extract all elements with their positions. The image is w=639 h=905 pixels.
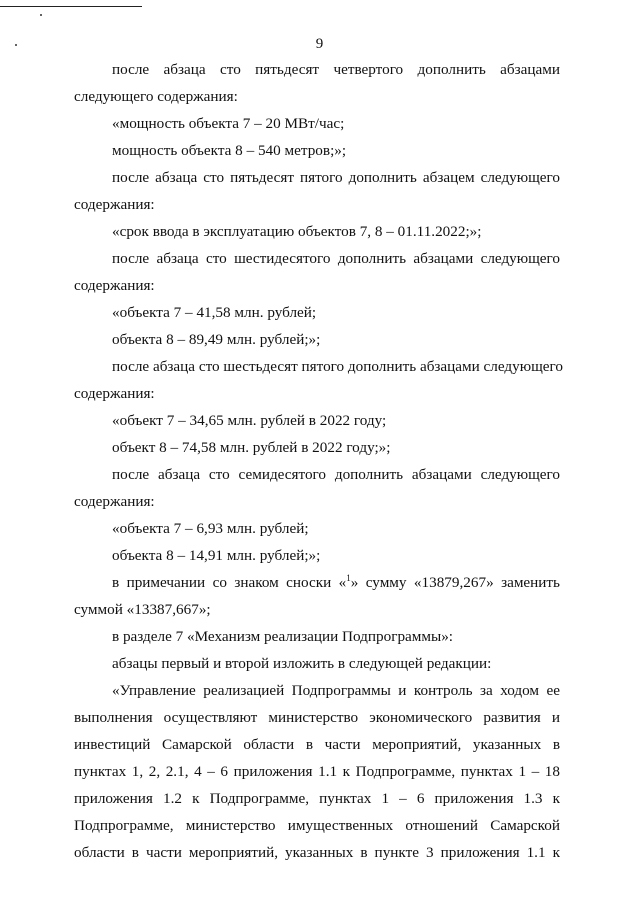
- scan-edge-line: [0, 6, 142, 7]
- text-line: «объекта 7 – 41,58 млн. рублей;: [112, 304, 317, 321]
- text-line: после абзаца сто шестидесятого дополнить абзацами следующего: [112, 250, 560, 267]
- text-line: после абзаца сто шестьдесят пятого дополнить абзацами следующего: [112, 358, 563, 375]
- text-line-footnote: [112, 573, 560, 593]
- text-line: «срок ввода в эксплуатацию объектов 7, 8 – 01.11.2022;»;: [112, 223, 482, 240]
- text-segment: » сумму «13879,267» заменить: [350, 574, 560, 591]
- text-line: инвестиций Самарской области в части мероприятий, указанных в: [74, 736, 560, 753]
- text-line: приложения 1.2 к Подпрограмме, пунктах 1 – 6 приложения 1.3 к: [74, 790, 560, 807]
- scan-speck: [40, 14, 42, 16]
- text-line: содержания:: [74, 277, 155, 294]
- text-line: «объекта 7 – 6,93 млн. рублей;: [112, 520, 309, 537]
- text-line: мощность объекта 8 – 540 метров;»;: [112, 142, 347, 159]
- text-line: содержания:: [74, 385, 155, 402]
- text-line: после абзаца сто семидесятого дополнить абзацами следующего: [112, 466, 560, 483]
- page-number: 9: [315, 36, 324, 52]
- text-line: объекта 8 – 89,49 млн. рублей;»;: [112, 331, 321, 348]
- text-line: Подпрограмме, министерство имущественных отношений Самарской: [74, 817, 560, 834]
- text-line: суммой «13387,667»;: [74, 601, 211, 618]
- footnote-mark: 1: [346, 573, 351, 583]
- text-line: выполнения осуществляют министерство экономического развития и: [74, 709, 560, 726]
- text-line: содержания:: [74, 493, 155, 510]
- text-line: объект 8 – 74,58 млн. рублей в 2022 году;»;: [112, 439, 391, 456]
- text-line: «объект 7 – 34,65 млн. рублей в 2022 году;: [112, 412, 387, 429]
- text-line: «мощность объекта 7 – 20 МВт/час;: [112, 115, 345, 132]
- text-line: пунктах 1, 2, 2.1, 4 – 6 приложения 1.1 к Подпрограмме, пунктах 1 – 18: [74, 763, 560, 780]
- text-line: в разделе 7 «Механизм реализации Подпрограммы»:: [112, 628, 454, 645]
- text-line: абзацы первый и второй изложить в следующей редакции:: [112, 655, 492, 672]
- text-line: после абзаца сто пятьдесят пятого дополнить абзацем следующего: [112, 169, 560, 186]
- text-line: «Управление реализацией Подпрограммы и контроль за ходом ее: [112, 682, 560, 699]
- text-line: области в части мероприятий, указанных в пункте 3 приложения 1.1 к: [74, 844, 560, 861]
- text-line: после абзаца сто пятьдесят четвертого дополнить абзацами: [112, 61, 560, 78]
- text-line: следующего содержания:: [74, 88, 238, 105]
- text-line: объекта 8 – 14,91 млн. рублей;»;: [112, 547, 321, 564]
- text-segment: в примечании со знаком сноски «: [112, 574, 347, 591]
- text-line: содержания:: [74, 196, 155, 213]
